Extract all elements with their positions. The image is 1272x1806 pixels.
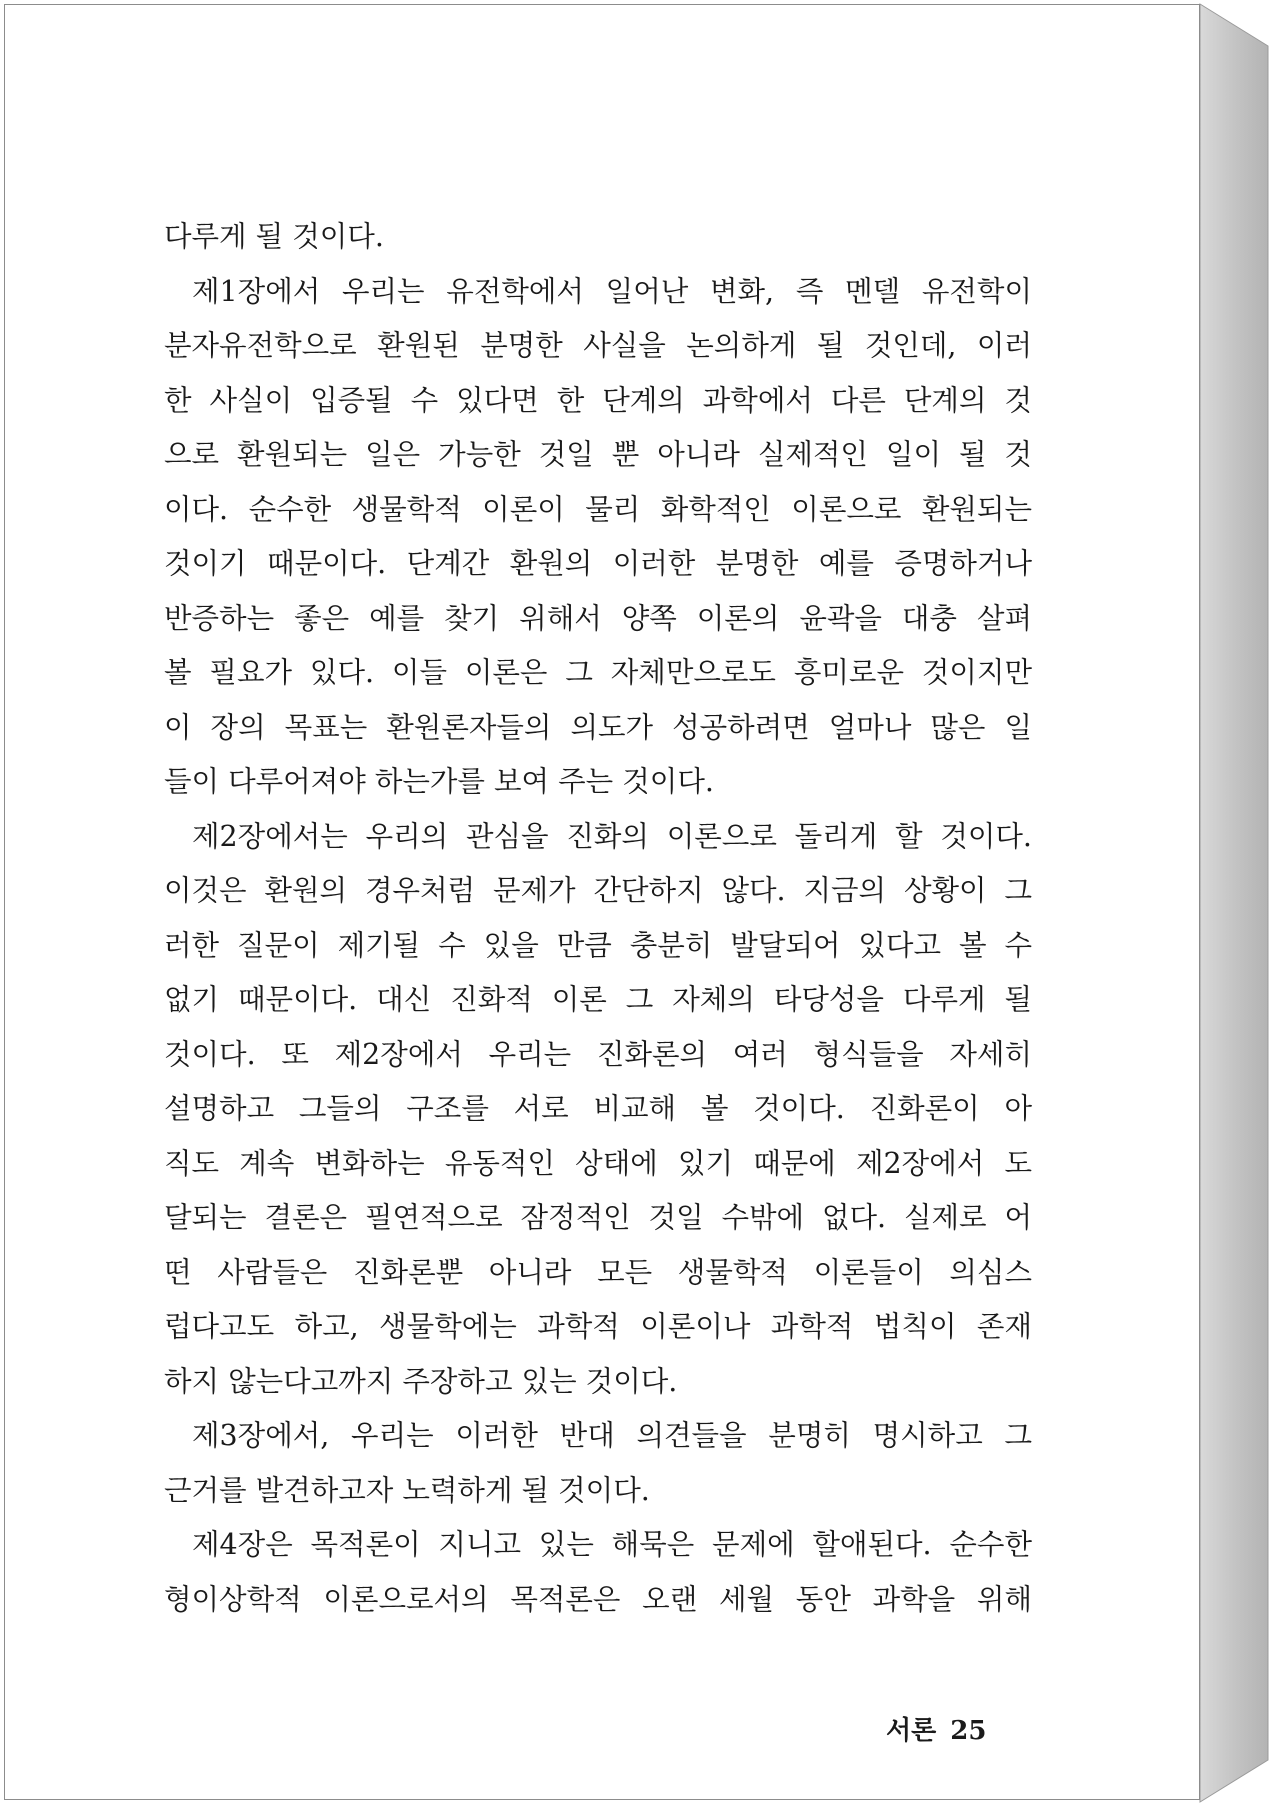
text-line: 들이 다루어져야 하는가를 보여 주는 것이다.	[164, 765, 714, 798]
body-text	[164, 210, 1032, 1627]
section-title: 서론	[886, 1716, 937, 1746]
text-line: 형이상학적 이론으로서의 목적론은 오랜 세월 동안 과학을 위해	[164, 1582, 1032, 1616]
text-line: 설명하고 그들의 구조를 서로 비교해 볼 것이다. 진화론이 아	[164, 1092, 1032, 1125]
text-line: 반증하는 좋은 예를 찾기 위해서 양쪽 이론의 윤곽을 대충 살펴	[164, 601, 1032, 635]
text-line: 볼 필요가 있다. 이들 이론은 그 자체만으로도 흥미로운 것이지만	[164, 656, 1032, 689]
text-line: 이다. 순수한 생물학적 이론이 물리 화학적인 이론으로 환원되는	[164, 492, 1032, 526]
text-line: 달되는 결론은 필연적으로 잠정적인 것일 수밖에 없다. 실제로 어	[164, 1201, 1032, 1234]
text-line: 러한 질문이 제기될 수 있을 만큼 충분히 발달되어 있다고 볼 수	[164, 928, 1032, 962]
text-line: 제2장에서는 우리의 관심을 진화의 이론으로 돌리게 할 것이다.	[192, 819, 1032, 853]
text-line: 제3장에서, 우리는 이러한 반대 의견들을 분명히 명시하고 그	[192, 1419, 1032, 1452]
text-line: 떤 사람들은 진화론뿐 아니라 모든 생물학적 이론들이 의심스	[164, 1255, 1032, 1289]
text-line: 근거를 발견하고자 노력하게 될 것이다.	[164, 1473, 650, 1507]
text-line: 하지 않는다고까지 주장하고 있는 것이다.	[164, 1364, 678, 1398]
text-line: 럽다고도 하고, 생물학에는 과학적 이론이나 과학적 법칙이 존재	[164, 1310, 1032, 1343]
page-number: 25	[950, 1716, 987, 1746]
text-line: 제4장은 목적론이 지니고 있는 해묵은 문제에 할애된다. 순수한	[192, 1528, 1032, 1561]
text-line: 분자유전학으로 환원된 분명한 사실을 논의하게 될 것인데, 이러	[164, 329, 1032, 362]
text-line: 것이기 때문이다. 단계간 환원의 이러한 분명한 예를 증명하거나	[164, 547, 1032, 580]
page-footer	[886, 1710, 986, 1747]
text-line: 것이다. 또 제2장에서 우리는 진화론의 여러 형식들을 자세히	[164, 1037, 1032, 1071]
text-line: 한 사실이 입증될 수 있다면 한 단계의 과학에서 다른 단계의 것	[164, 383, 1032, 417]
text-line: 이것은 환원의 경우처럼 문제가 간단하지 않다. 지금의 상황이 그	[164, 874, 1032, 907]
text-line: 직도 계속 변화하는 유동적인 상태에 있기 때문에 제2장에서 도	[164, 1146, 1032, 1180]
text-line: 이 장의 목표는 환원론자들의 의도가 성공하려면 얼마나 많은 일	[164, 710, 1032, 744]
text-line: 다루게 될 것이다.	[164, 220, 384, 253]
text-line: 제1장에서 우리는 유전학에서 일어난 변화, 즉 멘델 유전학이	[192, 274, 1032, 308]
text-line: 없기 때문이다. 대신 진화적 이론 그 자체의 타당성을 다루게 될	[164, 983, 1032, 1016]
text-line: 으로 환원되는 일은 가능한 것일 뿐 아니라 실제적인 일이 될 것	[164, 438, 1032, 471]
